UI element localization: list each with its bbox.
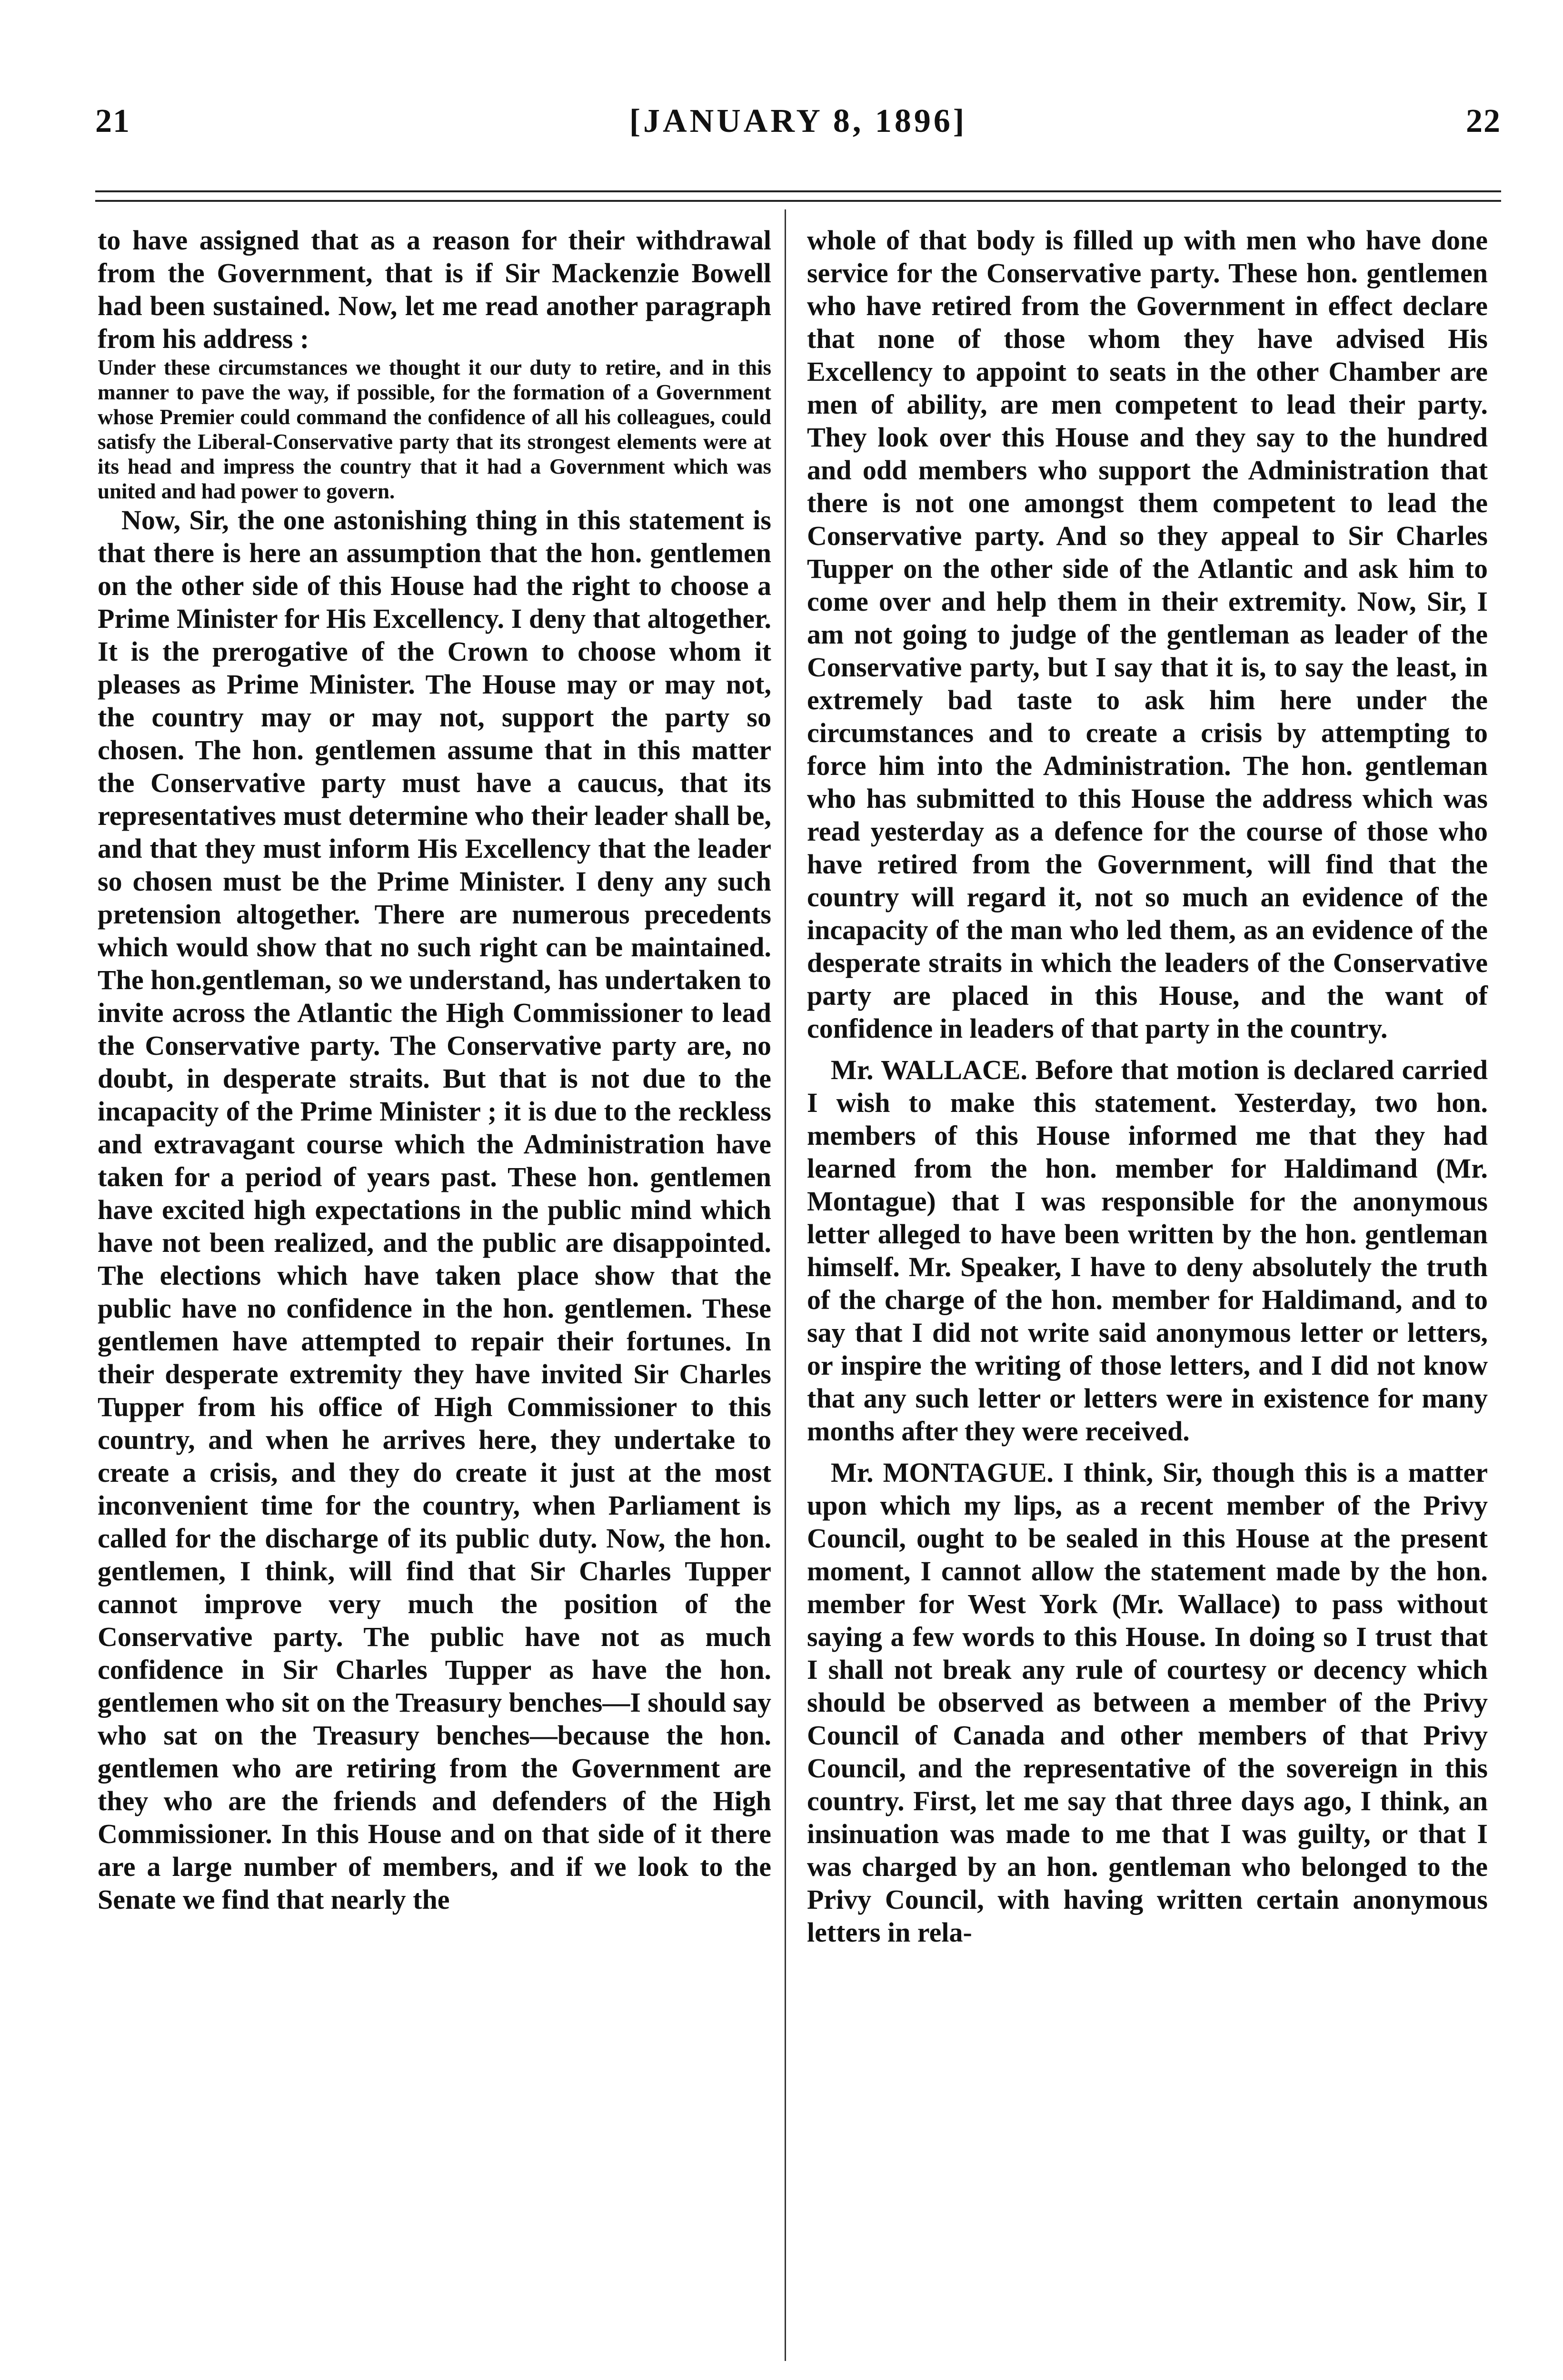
page-number-left: 21: [95, 103, 130, 139]
header-rule-top: [95, 190, 1501, 192]
header-rule-bottom: [95, 200, 1501, 202]
column-divider: [785, 209, 786, 2361]
right-paragraph-1: whole of that body is filled up with men who have done service for the Conservative party. These hon. gentlemen who have retired from the Government in effect declare that none of those whom they have advised His Excellency to appoint to seats in the other Chamber are men of ability, are men competent to lead their party. They look over this House and they say to the hundred and odd members who support the Administration that there is not one amongst them competent to lead the Conservative party. And so they appeal to Sir Charles Tupper on the other side of the Atlantic and ask him to come over and help them in their extremity. Now, Sir, I am not going to judge of the gentleman as leader of the Conservative party, but I say that it is, to say the least, in extremely bad taste to ask him here under the circumstances and to create a crisis by attempting to force him into the Administration. The hon. gentleman who has submitted to this House the address which was read yesterday as a defence for the course of those who have retired from the Government, will find that the country will regard it, not so much an evidence of the incapacity of the man who led them, as an evidence of the desperate straits in which the leaders of the Conservative party are placed in this House, and the want of confidence in leaders of that party in the country.: [807, 225, 1488, 1044]
page-number-right: 22: [1466, 103, 1501, 139]
page-header: [95, 102, 1501, 155]
wallace-statement: Mr. WALLACE. Before that motion is declared carried I wish to make this statement. Yesterday, two hon. members of this House informed me that they had learned from the hon. member for Haldimand (Mr. Montague) that I was responsible for the anonymous letter alleged to have been written by the hon. gentleman himself. Mr. Speaker, I have to deny absolutely the truth of the charge of the hon. member for Haldimand, and to say that I did not write said anonymous letter or letters, or inspire the writing of those letters, and I did not know that any such letter or letters were in existence for many months after they were received.: [807, 1054, 1488, 1447]
left-paragraph-1: to have assigned that as a reason for their withdrawal from the Government, that is if Sir Mackenzie Bowell had been sustained. Now, let me read another paragraph from his address :: [98, 225, 771, 354]
address-quotation: Under these circumstances we thought it our duty to retire, and in this manner to pave the way, if possible, for the formation of a Government whose Premier could command the confidence of all his colleagues, could satisfy the Liberal-Conservative party that its strongest elements were at its head and impress the country that it had a Government which was united and had power to govern.: [98, 356, 771, 503]
left-column: [98, 224, 771, 1916]
montague-statement: Mr. MONTAGUE. I think, Sir, though this is a matter upon which my lips, as a recent member of the Privy Council, ought to be sealed in this House at the present moment, I cannot allow the statement made by the hon. member for West York (Mr. Wallace) to pass without saying a few words to this House. In doing so I trust that I shall not break any rule of courtesy or decency which should be observed as between a member of the Privy Council of Canada and other members of that Privy Council, and the representative of the sovereign in this country. First, let me say that three days ago, I think, an insinuation was made to me that I was guilty, or that I was charged by an hon. gentleman who belonged to the Privy Council, with having written certain anonymous letters in rela-: [807, 1457, 1488, 1948]
right-column: [807, 224, 1488, 1949]
header-date: [JANUARY 8, 1896]: [629, 103, 967, 139]
left-paragraph-2: Now, Sir, the one astonishing thing in this statement is that there is here an assumption that the hon. gentlemen on the other side of this House had the right to choose a Prime Minister for His Excellency. I deny that altogether. It is the prerogative of the Crown to choose whom it pleases as Prime Minister. The House may or may not, the country may or may not, support the party so chosen. The hon. gentlemen assume that in this matter the Conservative party must have a caucus, that its representatives must determine who their leader shall be, and that they must inform His Excellency that the leader so chosen must be the Prime Minister. I deny any such pretension altogether. There are numerous precedents which would show that no such right can be maintained. The hon.gentleman, so we understand, has undertaken to invite across the Atlantic the High Commissioner to lead the Conservative party. The Conservative party are, no doubt, in desperate straits. But that is not due to the incapacity of the Prime Minister ; it is due to the reckless and extravagant course which the Administration have taken for a period of years past. These hon. gentlemen have excited high expectations in the public mind which have not been realized, and the public are disappointed. The elections which have taken place show that the public have no confidence in the hon. gentlemen. These gentlemen have attempted to repair their fortunes. In their desperate extremity they have invited Sir Charles Tupper from his office of High Commissioner to this country, and when he arrives here, they undertake to create a crisis, and they do create it just at the most inconvenient time for the country, when Parliament is called for the discharge of its public duty. Now, the hon. gentlemen, I think, will find that Sir Charles Tupper cannot improve very much the position of the Conservative party. The public have not as much confidence in Sir Charles Tupper as have the hon. gentlemen who sit on the Treasury benches—I should say who sat on the Treasury benches—because the hon. gentlemen who are retiring from the Government are they who are the friends and defenders of the High Commissioner. In this House and on that side of it there are a large number of members, and if we look to the Senate we find that nearly the: [98, 505, 771, 1915]
